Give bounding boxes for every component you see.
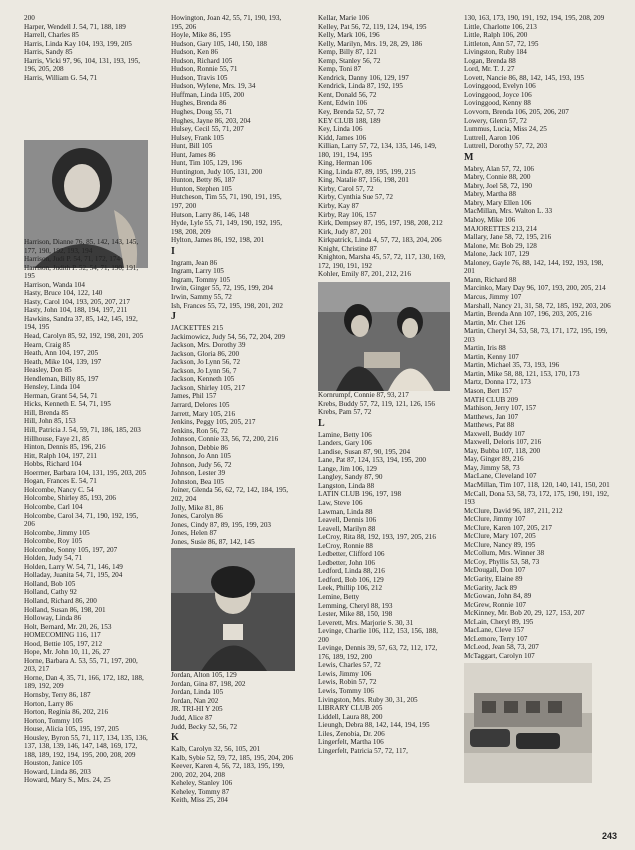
index-entry: Johnson, Lester 39 [171, 469, 226, 478]
index-entry: Harrell, Charles 85 [24, 31, 79, 40]
index-entry: Hill, John 85, 153 [24, 417, 76, 426]
index-entry: King, Linda 87, 89, 195, 199, 215 [318, 167, 416, 176]
index-entry: LATIN CLUB 196, 197, 198 [318, 490, 402, 499]
index-entry: Mabry, Mary Ellen 106 [464, 198, 532, 207]
index-entry: Huffman, Linda 105, 200 [171, 90, 245, 99]
index-entry: Livingston, Ruby 184 [464, 48, 527, 57]
index-entry: Mathison, Jerry 107, 157 [464, 404, 537, 413]
index-entry: Hendleman, Billy 85, 197 [24, 374, 99, 383]
index-entry: McLemore, Terry 107 [464, 634, 528, 643]
index-entry: LeCroy, Rita 88, 192, 193, 197, 205, 216 [318, 533, 436, 542]
index-entry: Holcombe, Carol 34, 71, 190, 192, 195, 206 [24, 511, 139, 529]
index-entry: McClure, David 96, 187, 211, 212 [464, 506, 563, 515]
index-entry: Killian, Larry 57, 72, 134, 135, 146, 149, 180, 191, 194, 195 [318, 142, 437, 159]
index-entry: Jones, Helen 87 [171, 529, 217, 538]
index-entry: McLeod, Jean 58, 73, 207 [464, 643, 539, 652]
section-letter: J [171, 311, 176, 323]
index-entry: Kemp, Stanley 56, 72 [318, 56, 381, 65]
index-column-2 [171, 14, 295, 805]
index-entry: Ish, Frances 55, 72, 195, 198, 201, 202 [171, 301, 283, 310]
index-entry: King, Herman 106 [318, 159, 372, 168]
index-entry: Lewis, Jimmy 106 [318, 669, 372, 678]
index-entry: Hoerrner, Barbara 104, 131, 195, 203, 205 [24, 468, 147, 477]
index-entry: Jarrard, Delores 105 [171, 400, 230, 409]
section-entries [464, 165, 614, 661]
index-entry: Kidd, James 106 [318, 133, 367, 142]
index-entry: Holloway, Linda 86 [24, 614, 82, 623]
index-entry: Holland, Cathy 92 [24, 588, 77, 597]
index-entry: Levinge, Dennis 39, 57, 63, 72, 112, 172, 176, 189, 192, 200 [318, 644, 438, 661]
index-entry: Johnson, Jo Ann 105 [171, 452, 231, 461]
index-entry: Kirby, Carol 57, 72 [318, 184, 374, 193]
column-3-bottom [318, 391, 450, 417]
index-entry: Matthews, Pat 88 [464, 421, 515, 430]
index-entry: LIBRARY CLUB 205 [318, 704, 383, 713]
index-entry: Jackson, Jo Lynn 56, 72 [171, 358, 241, 367]
index-entry: Lemine, Betty [318, 592, 360, 601]
index-entry: Hudson, Ronnie 55, 71 [171, 65, 238, 74]
index-entry: King, Natalie 87, 156, 198, 201 [318, 176, 409, 185]
index-entry: Hunton, Betty 86, 187 [171, 176, 236, 185]
index-entry: Kendrick, Danny 106, 129, 197 [318, 73, 409, 82]
index-entry: Herman, Grant 54, 54, 71 [24, 391, 98, 400]
index-entry: Holland, Susan 86, 198, 201 [24, 605, 106, 614]
section-entries [171, 324, 295, 546]
index-entry: Hudson, Gary 105, 140, 150, 188 [171, 39, 268, 48]
index-entry: Lamine, Betty 106 [318, 430, 372, 439]
index-entry: Kalb, Carolyn 32, 56, 105, 201 [171, 745, 261, 754]
index-entry: Keever, Karen 4, 56, 72, 183, 195, 199, 200, 202, 204, 208 [171, 762, 285, 779]
index-entry: Mann, Richard 88 [464, 275, 517, 284]
index-entry: Heath, Mike 104, 139, 197 [24, 357, 102, 366]
index-entry: Marcus, Jimmy 107 [464, 292, 522, 301]
index-entry: Hulsey, Cecil 55, 71, 207 [171, 125, 244, 134]
index-entry: Kornrumpf, Connie 87, 93, 217 [318, 390, 409, 399]
index-entry: Martin, Michael 35, 73, 193, 196 [464, 361, 560, 370]
index-entry: Martin, Iris 88 [464, 344, 506, 353]
section-letter: L [318, 417, 325, 429]
index-entry: Hensley, Linda 104 [24, 383, 81, 392]
index-entry: Keith, Miss 25, 204 [171, 796, 228, 805]
index-entry: Keheley, Tommy 87 [171, 787, 230, 796]
index-entry: Luttrell, Aaron 106 [464, 133, 520, 142]
index-entry: Liddell, Laura 88, 200 [318, 712, 383, 721]
index-entry: Holcombe, Nancy C. 54 [24, 485, 94, 494]
building-photo [464, 663, 592, 783]
index-entry: Kirby, Ray 106, 157 [318, 210, 377, 219]
index-entry: Hulsey, Frank 105 [171, 133, 224, 142]
index-entry: Hudson, Richard 105 [171, 56, 233, 65]
index-entry: Little, Charlotte 106, 213 [464, 22, 537, 31]
index-entry: Ingram, Tommy 105 [171, 275, 231, 284]
index-entry: Ingram, Larry 105 [171, 267, 224, 276]
index-entry: Kelley, Pat 56, 72, 119, 124, 194, 195 [318, 22, 427, 31]
index-entry: LeCroy, Ronnie 88 [318, 541, 373, 550]
index-entry: Kirby, Kay 87 [318, 202, 359, 211]
index-entry: Lewis, Robin 57, 72 [318, 678, 377, 687]
index-entry: MacLane, Cleve 157 [464, 626, 525, 635]
index-entry: Horne, Barbara A. 53, 55, 71, 197, 200, 203, 217 [24, 656, 138, 674]
index-entry: Kelly, Mark 106, 196 [318, 31, 380, 40]
index-entry: Hudson, Travis 105 [171, 73, 228, 82]
index-entry: Knighton, Marsha 45, 57, 72, 117, 130, 169, 172, 190, 191, 192 [318, 253, 446, 270]
index-entry: Leek, Phillip 106, 212 [318, 584, 383, 593]
index-entry: Kemp, Billy 87, 121 [318, 48, 377, 57]
index-entry: Howard, Linda 86, 203 [24, 767, 91, 776]
index-entry: Holden, Judy 54, 71 [24, 554, 83, 563]
index-entry: Hobbs, Richard 104 [24, 460, 82, 469]
index-entry: Lingerfelt, Patricia 57, 72, 117, [318, 746, 408, 755]
index-entry: Holt, Bernard, Mr. 20, 26, 153 [24, 622, 112, 631]
index-entry: Kirby, Cynthia Sue 57, 72 [318, 193, 393, 202]
index-entry: Jordan, Linda 105 [171, 688, 224, 697]
index-entry: Martin, Mike 58, 88, 121, 153, 170, 173 [464, 369, 580, 378]
column-2-top [171, 14, 295, 245]
index-entry: Jones, Susie 86, 87, 142, 145 [171, 537, 255, 546]
student-photo-2 [171, 548, 295, 671]
index-entry: Jackson, Mrs. Dorothy 39 [171, 341, 246, 350]
index-entry: Lovett, Nancie 86, 88, 142, 145, 193, 195 [464, 73, 584, 82]
index-entry: Liles, Zenobia, Dr. 206 [318, 729, 385, 738]
index-entry: Harrison, Judith P. 52, 54, 71, 190, 191, 195 [24, 263, 139, 281]
index-entry: Horne, Dan 4, 35, 71, 166, 172, 182, 188, 189, 192, 209 [24, 673, 144, 691]
index-entry: Kendrick, Linda 87, 192, 195 [318, 82, 403, 91]
index-entry: Holden, Larry W. 54, 71, 146, 149 [24, 562, 123, 571]
index-entry: Kirk, Judy 87, 201 [318, 227, 372, 236]
index-entry: McClure, Karen 107, 205, 217 [464, 523, 553, 532]
index-entry: Martin, Cheryl 34, 53, 58, 73, 171, 172, 195, 199, 203 [464, 327, 608, 344]
column-4-sections [464, 152, 614, 661]
index-entry: Huntington, Judy 105, 131, 200 [171, 167, 263, 176]
column-3-top [318, 14, 450, 279]
index-entry: McTaggart, Carolyn 107 [464, 651, 535, 660]
index-entry: Hood, Bettie 105, 197, 212 [24, 639, 103, 648]
section-letter: I [171, 245, 175, 257]
column-2-sections [171, 246, 295, 547]
index-entry: McCall, Dona 53, 58, 73, 172, 175, 190, 191, 192, 193 [464, 489, 609, 507]
index-entry: Jarrett, Mary 105, 216 [171, 409, 236, 418]
index-column-3 [318, 14, 450, 755]
column-2-bottom [171, 671, 295, 731]
index-entry: Leverett, Mrs. Marjorie S. 30, 31 [318, 618, 414, 627]
index-entry: Holland, Bob 105 [24, 579, 76, 588]
page-number: 243 [601, 831, 617, 841]
index-entry: Livingston, Mrs. Ruby 30, 31, 205 [318, 695, 418, 704]
index-entry: Hughes, Brenda 86 [171, 99, 227, 108]
index-entry: Kellar, Marie 106 [318, 14, 370, 22]
index-entry: Lovinggood, Kenny 88 [464, 99, 531, 108]
index-entry: Hill, Brenda 85 [24, 408, 69, 417]
index-entry: Johnson, Connie 33, 56, 72, 200, 216 [171, 435, 279, 444]
index-entry: Jackson, Jo Lynn 56, 7 [171, 366, 237, 375]
index-entry: Hicks, Kenneth E. 54, 71, 195 [24, 400, 111, 409]
index-entry: McDougall, Don 107 [464, 566, 526, 575]
group-photo [318, 282, 450, 391]
index-entry: Mahoy, Mike 106 [464, 216, 516, 225]
index-entry: Irwin, Sammy 55, 72 [171, 292, 232, 301]
index-entry: Holcombe, Shirley 85, 193, 206 [24, 494, 117, 503]
index-entry: Jordan, Nan 202 [171, 696, 219, 705]
section-entries [171, 745, 295, 805]
index-entry: Lovvorn, Brenda 106, 205, 206, 207 [464, 108, 569, 117]
index-entry: Hawkins, Sandra 37, 85, 142, 145, 192, 194, 195 [24, 314, 138, 332]
index-entry: Hasty, John 104, 188, 194, 197, 211 [24, 306, 128, 315]
index-entry: Ledford, Bob 106, 129 [318, 575, 384, 584]
index-entry: Ingram, Jean 86 [171, 258, 218, 267]
index-entry: KEY CLUB 188, 189 [318, 116, 381, 125]
index-entry: Lewis, Tommy 106 [318, 687, 374, 695]
index-entry: Maxwell, Deloris 107, 216 [464, 438, 542, 447]
index-entry: Hudson, Ken 86 [171, 48, 218, 57]
index-entry: Levinge, Charlie 106, 112, 153, 156, 188, 200 [318, 627, 438, 644]
index-entry: Hoyle, Mike 86, 195 [171, 31, 231, 40]
index-column-4 [464, 14, 614, 783]
index-entry: Key, Linda 106 [318, 125, 363, 134]
index-entry: Johnson, Judy 56, 72 [171, 460, 232, 469]
index-entry: Maloney, Gayle 76, 88, 142, 144, 192, 193, 198, 201 [464, 258, 604, 276]
index-entry: Malone, Jack 107, 129 [464, 250, 530, 259]
index-entry: Hitt, Ralph 104, 197, 211 [24, 451, 98, 460]
index-entry: Mason, Bert 157 [464, 386, 513, 395]
index-entry: Kohler, Emily 87, 201, 212, 216 [318, 270, 411, 279]
index-entry: Jordan, Gina 87, 198, 202 [171, 679, 246, 688]
index-entry: MATH CLUB 209 [464, 395, 518, 404]
index-entry: Mabry, Connie 88, 200 [464, 173, 531, 182]
index-entry: HOMECOMING 116, 117 [24, 631, 101, 640]
index-entry: Martin, Brenda Ann 107, 196, 203, 205, 216 [464, 310, 592, 319]
index-entry: Martin, Mr. Chet 126 [464, 318, 526, 327]
index-entry: McClure, Jimmy 107 [464, 515, 526, 524]
index-entry: Johnson, Debbie 86 [171, 443, 228, 452]
index-entry: James, Phil 157 [171, 392, 217, 401]
index-entry: Leavell, Dennis 106 [318, 516, 377, 525]
index-entry: Kelly, Marilyn, Mrs. 19, 28, 29, 186 [318, 39, 423, 48]
index-entry: Lemming, Cheryl 88, 193 [318, 601, 393, 610]
index-entry: Hunt, James 86 [171, 150, 216, 159]
index-entry: Marcinko, Mary Day 96, 107, 193, 200, 205, 214 [464, 284, 606, 293]
index-entry: Kemp, Toni 87 [318, 65, 362, 74]
index-entry: Holcombe, Sonny 105, 197, 207 [24, 545, 118, 554]
index-entry: McCoy, Phyllis 53, 58, 73 [464, 557, 540, 566]
index-entry: Jackson, Gloria 86, 200 [171, 349, 240, 358]
index-entry: Hornsby, Terry 86, 187 [24, 690, 91, 699]
index-entry: Ledbetter, John 106 [318, 558, 375, 567]
index-entry: Horton, Reginia 86, 202, 216 [24, 708, 109, 717]
index-entry: Kirk, Dempsey 87, 195, 197, 198, 208, 212 [318, 219, 443, 228]
index-entry: JR. TRI-HI Y 205 [171, 705, 223, 714]
index-entry: Irwin, Ginger 55, 72, 195, 199, 204 [171, 284, 274, 293]
index-entry: McClure, Mary 107, 205 [464, 532, 536, 541]
index-entry: Johnston, Bea 105 [171, 477, 224, 486]
index-entry: Lewis, Charles 57, 72 [318, 661, 381, 670]
index-entry: Holcombe, Jimmy 105 [24, 528, 90, 537]
section-entries [318, 431, 450, 756]
index-entry: Hunton, Stephen 105 [171, 184, 232, 193]
index-entry: Lovinggood, Joyce 106 [464, 90, 532, 99]
index-entry: Lange, Jim 106, 129 [318, 464, 377, 473]
index-entry: Lummus, Lucia, Miss 24, 25 [464, 125, 547, 134]
index-entry: Matthews, Jan 107 [464, 412, 519, 421]
index-entry: Hudson, Wylene, Mrs. 19, 34 [171, 82, 256, 91]
index-entry: Jenkins, Peggy 105, 205, 217 [171, 418, 256, 427]
column-3-sections [318, 418, 450, 756]
index-entry: Harris, William G. 54, 71 [24, 73, 98, 82]
index-entry: Jackson, Kenneth 105 [171, 375, 235, 384]
index-entry: Hinton, Dennis 85, 196, 216 [24, 443, 106, 452]
index-entry: Littleton, Ann 57, 72, 195 [464, 39, 539, 48]
index-entry: McLain, Cheryl 89, 195 [464, 617, 534, 626]
index-entry: Holcombe, Carl 104 [24, 502, 83, 511]
index-entry: Lowery, Glenn 57, 72 [464, 116, 527, 125]
index-entry: Little, Ralph 106, 200 [464, 31, 528, 40]
section-letter: M [464, 151, 474, 163]
index-entry: Ledford, Linda 88, 216 [318, 567, 385, 576]
column-4-top [464, 14, 614, 151]
index-entry: May, Bubba 107, 118, 200 [464, 446, 541, 455]
index-entry: MacMillan, Tim 107, 118, 120, 140, 141, 150, 201 [464, 480, 610, 489]
index-entry: Hylton, James 86, 192, 198, 201 [171, 236, 265, 245]
index-entry: Landise, Susan 87, 90, 195, 204 [318, 447, 411, 456]
index-entry: Howington, Joan 42, 55, 71, 190, 193, 195, 206 [171, 14, 282, 31]
index-entry: MacLane, Cleveland 107 [464, 472, 537, 481]
index-entry: Krebs, Pam 57, 72 [318, 408, 372, 417]
index-entry: Kirkpatrick, Linda 4, 57, 72, 183, 204, 206 [318, 236, 442, 245]
index-entry: Lord, Mr. T. J. 27 [464, 65, 515, 74]
index-entry: Hunt, Tim 105, 129, 196 [171, 159, 242, 168]
index-entry: McGarity, Elaine 89 [464, 575, 523, 583]
index-entry: McCollum, Mrs. Winner 38 [464, 549, 545, 558]
index-entry: Langley, Sandy 87, 90 [318, 473, 383, 482]
index-entry: MAJORETTES 213, 214 [464, 224, 537, 233]
index-entry: McGowan, John 84, 89 [464, 592, 532, 601]
index-entry: Housley, Byron 55, 71, 117, 134, 135, 136, 137, 138, 139, 146, 147, 148, 169, 172, 188, 189, 192, 194, 195, 200, 208, 209 [24, 733, 148, 759]
index-entry: Hughes, Jayne 86, 203, 204 [171, 116, 251, 125]
index-entry: Kent, Donald 56, 72 [318, 90, 377, 99]
index-entry: Key, Brenda 52, 57, 72 [318, 108, 385, 117]
index-entry: Hutcheson, Tim 55, 71, 190, 191, 195, 197, 200 [171, 193, 282, 211]
index-entry: Lingerfelt, Martha 106 [318, 738, 384, 747]
index-entry: May, Ginger 89, 216 [464, 455, 524, 464]
index-entry: Harrison, Judi P. 54, 71, 172, 174 [24, 255, 121, 264]
index-entry: Heath, Ann 104, 197, 205 [24, 349, 99, 358]
index-entry: Jones, Carolyn 86 [171, 512, 223, 521]
index-entry: Lane, Pat 87, 124, 153, 194, 195, 200 [318, 456, 427, 465]
index-entry: Holladay, Juanita 54, 71, 195, 204 [24, 571, 123, 580]
index-entry: Hillhouse, Faye 21, 85 [24, 434, 90, 443]
index-entry: Harper, Wendell J. 54, 71, 188, 189 [24, 22, 126, 31]
index-entry: Martin, Kenny 107 [464, 352, 519, 361]
index-entry: Kent, Edwin 106 [318, 99, 367, 108]
index-entry: Malone, Mr. Bob 29, 128 [464, 241, 537, 250]
index-entry: Mallary, Jane 58, 72, 195, 216 [464, 233, 552, 242]
index-entry: Lester, Mike 88, 150, 198 [318, 610, 393, 619]
index-column-1 [24, 14, 148, 785]
index-entry: Knight, Christine 87 [318, 244, 377, 253]
index-entry: Hearn, Craig 85 [24, 340, 71, 349]
index-entry: 130, 163, 173, 190, 191, 192, 194, 195, 208, 209 [464, 14, 605, 22]
index-entry: Hasty, Carol 104, 193, 205, 207, 217 [24, 297, 130, 306]
index-entry: Jolly, Mike 81, 86 [171, 503, 224, 512]
index-entry: Mabry, Martha 88 [464, 190, 517, 199]
index-entry: Law, Steve 106 [318, 498, 363, 507]
index-entry: Kalb, Sybie 52, 59, 72, 185, 195, 204, 206 [171, 753, 293, 762]
index-entry: Hutson, Larry 86, 146, 148 [171, 210, 250, 219]
index-entry: McGrew, Ronnie 107 [464, 600, 527, 609]
index-entry: Logan, Brenda 88 [464, 56, 516, 65]
column-1-top [24, 14, 148, 82]
index-entry: Harrison, Dianne 76, 85, 142, 143, 145, 177, 190, 192, 193, 194 [24, 238, 139, 255]
index-entry: Martz, Donna 172, 173 [464, 378, 531, 387]
index-entry: Hope, Mr. John 10, 11, 26, 27 [24, 648, 110, 657]
index-entry: Judd, Becky 52, 56, 72 [171, 722, 238, 731]
index-entry: Hunt, Bill 105 [171, 142, 213, 151]
column-1-bottom [24, 238, 148, 785]
section-letter: K [171, 732, 179, 744]
index-entry: 200 [24, 14, 35, 22]
index-entry: Jackimowicz, Judy 54, 56, 72, 204, 209 [171, 332, 285, 341]
index-entry: Hill, Patricia J. 54, 59, 71, 186, 185, 203 [24, 426, 141, 435]
column-2-sections-bottom [171, 732, 295, 805]
index-entry: Holcombe, Roy 105 [24, 537, 83, 546]
index-entry: House, Alicia 105, 195, 197, 205 [24, 725, 119, 734]
index-entry: Lawman, Linda 88 [318, 507, 373, 516]
index-entry: Luttrell, Dorothy 57, 72, 203 [464, 142, 548, 151]
index-entry: McKinney, Mr. Bob 20, 29, 127, 153, 207 [464, 609, 585, 618]
index-entry: Marshall, Nancy 21, 31, 58, 72, 185, 192, 203, 206 [464, 301, 611, 310]
index-entry: Lieungh, Debra 88, 142, 144, 194, 195 [318, 721, 430, 730]
index-entry: JACKETTES 215 [171, 324, 224, 333]
index-entry: McClure, Nancy 89, 195 [464, 540, 536, 549]
index-entry: Horton, Tommy 105 [24, 716, 83, 725]
index-entry: Landers, Gary 106 [318, 439, 372, 448]
index-entry: Jenkins, Ron 56, 72 [171, 426, 228, 435]
index-entry: Horton, Larry 86 [24, 699, 73, 708]
index-entry: May, Jimmy 58, 73 [464, 463, 520, 472]
index-entry: Hughes, Doug 55, 71 [171, 108, 233, 117]
index-entry: MacMillan, Mrs. Walton L. 33 [464, 207, 553, 216]
index-entry: Jordan, Alton 105, 129 [171, 671, 237, 680]
index-entry: Harris, Linda Kay 104, 193, 199, 205 [24, 39, 132, 48]
index-entry: Holland, Richard 86, 200 [24, 596, 97, 605]
index-entry: Joiner, Glenda 56, 62, 72, 142, 184, 195, 202, 204 [171, 486, 289, 503]
index-entry: Mabry, Alan 57, 72, 106 [464, 164, 535, 173]
index-entry: Harris, Vicki 97, 96, 104, 131, 193, 195, 196, 205, 208 [24, 56, 141, 74]
index-entry: Jones, Cindy 87, 89, 195, 199, 203 [171, 520, 272, 529]
index-entry: Hasty, Bruce 104, 122, 140 [24, 289, 103, 298]
index-entry: Ledbetter, Clifford 106 [318, 550, 385, 559]
section-entries [171, 259, 295, 310]
index-entry: Houston, Janice 105 [24, 759, 83, 768]
index-entry: Head, Carolyn 85, 92, 192, 198, 201, 205 [24, 332, 144, 341]
index-entry: Hogan, Frances E. 54, 71 [24, 477, 97, 486]
index-entry: Maxwell, Buddy 107 [464, 429, 525, 438]
index-entry: Lovinggood, Evelyn 106 [464, 82, 536, 91]
index-entry: Harrison, Wanda 104 [24, 280, 85, 289]
index-entry: Langston, Linda 88 [318, 481, 375, 490]
index-entry: Keheley, Stanley 106 [171, 779, 233, 788]
index-entry: Leavell, Marilyn 88 [318, 524, 376, 533]
index-entry: Judd, Alice 87 [171, 714, 213, 722]
index-entry: Mabry, Joel 58, 72, 190 [464, 181, 533, 190]
index-entry: McGarity, Jack 89 [464, 583, 517, 592]
index-entry: Krebs, Buddy 57, 72, 119, 121, 126, 156 [318, 399, 435, 408]
index-entry: Hyde, Lyle 55, 71, 149, 190, 192, 195, 198, 208, 209 [171, 219, 282, 236]
index-entry: Jackson, Shirley 105, 217 [171, 383, 246, 392]
index-entry: Harris, Sandy 85 [24, 48, 73, 57]
index-entry: Howard, Mary S., Mrs. 24, 25 [24, 776, 111, 785]
index-entry: Heasley, Don 85 [24, 366, 72, 375]
